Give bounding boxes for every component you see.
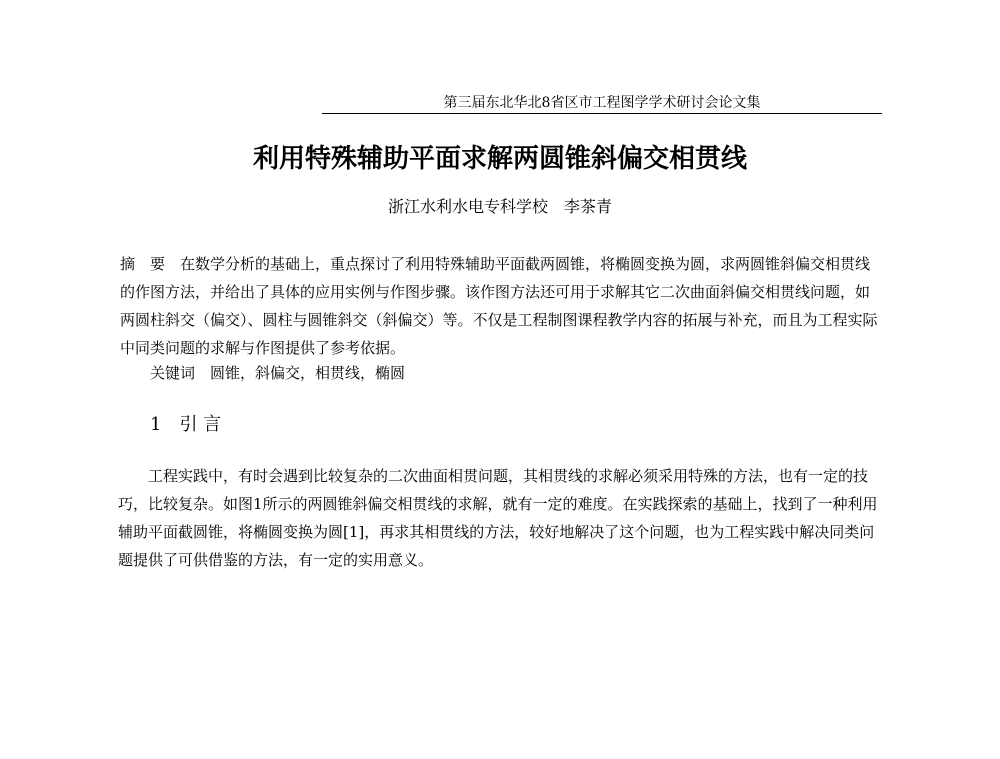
paper-title: 利用特殊辅助平面求解两圆锥斜偏交相贯线	[252, 144, 747, 174]
section-heading: 1 引 言	[150, 414, 222, 435]
running-header: 第三届东北华北8省区市工程图学学术研讨会论文集	[443, 95, 761, 111]
keywords: 关键词 圆锥，斜偏交，相贯线，椭圆	[150, 364, 406, 382]
header-rule	[322, 113, 882, 114]
author: 浙江水利水电专科学校 李茶青	[387, 197, 612, 216]
abstract: 摘 要 在数学分析的基础上，重点探讨了利用特殊辅助平面截两圆锥，将椭圆变换为圆，求两圆锥斜偏交相贯线的作图方法，并给出了具体的应用实例与作图步骤。该作图方法还可用于求解其它二次曲面斜偏交相贯线问题，如两圆柱斜交（偏交）、圆柱与圆锥斜交（斜偏交）等。不仅是工程制图课程教学内容的拓展与补充，而且为工程实际中同类问题的求解与作图提供了参考依据。	[120, 255, 878, 357]
paragraph: 工程实践中，有时会遇到比较复杂的二次曲面相贯问题，其相贯线的求解必须采用特殊的方法，也有一定的技巧，比较复杂。如图1所示的两圆锥斜偏交相贯线的求解，就有一定的难度。在实践探索的基础上，找到了一种利用辅助平面截圆锥，将椭圆变换为圆[1]，再求其相贯线的方法，较好地解决了这个问题，也为工程实践中解决同类问题提供了可供借鉴的方法，有一定的实用意义。	[118, 467, 878, 569]
